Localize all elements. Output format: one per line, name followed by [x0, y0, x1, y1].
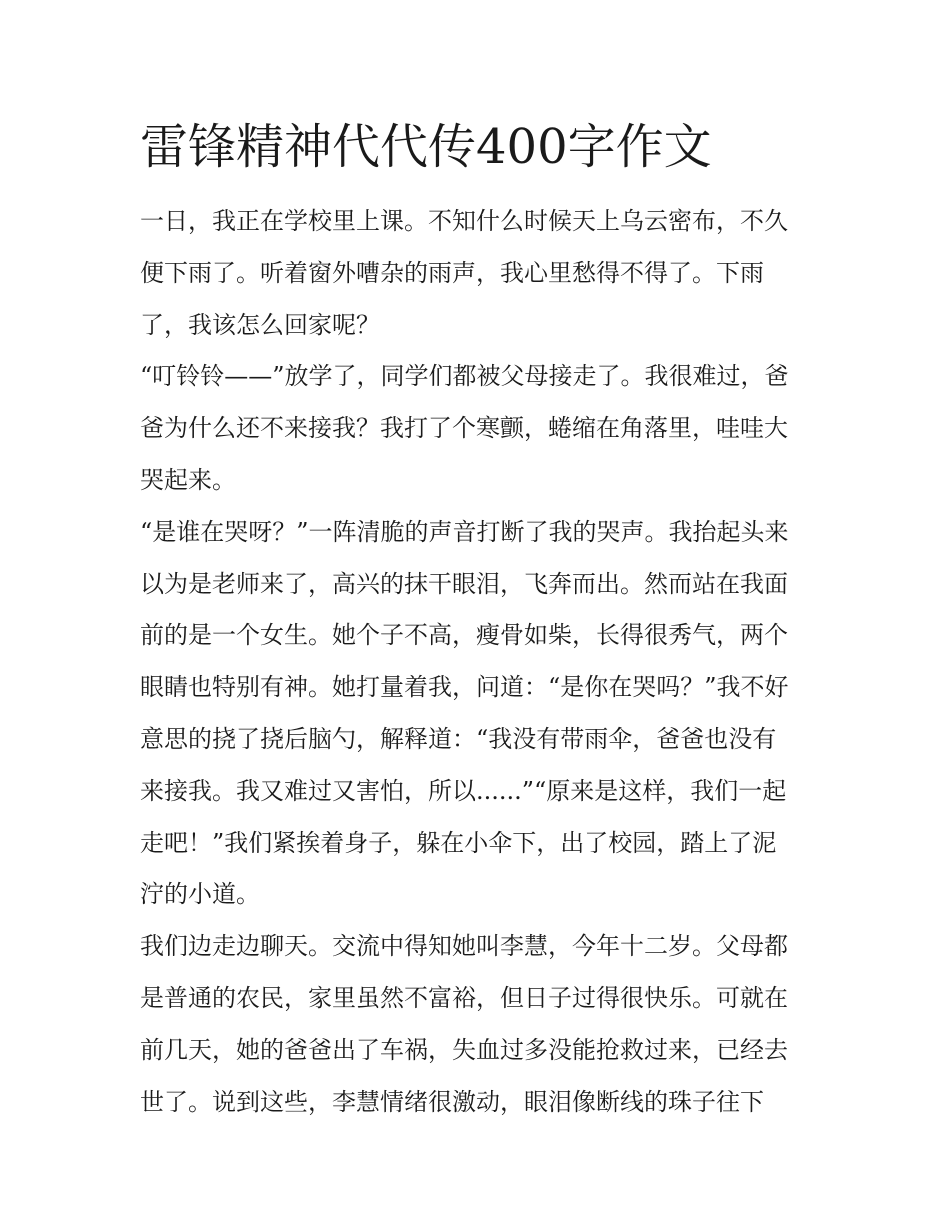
- text-line: “是谁在哭呀？”一阵清脆的声音打断了我的哭声。我抬起头来: [140, 517, 789, 546]
- text-line: 爸为什么还不来接我？我打了个寒颤，蜷缩在角落里，哇哇大: [140, 414, 788, 443]
- text-line: 了，我该怎么回家呢？: [140, 310, 380, 339]
- text-line: 走吧！”我们紧挨着身子，躲在小伞下，出了校园，踏上了泥: [140, 828, 777, 857]
- text-line: 是普通的农民，家里虽然不富裕，但日子过得很快乐。可就在: [140, 983, 788, 1012]
- paragraph-3: [140, 507, 820, 921]
- text-line: 哭起来。: [140, 465, 236, 494]
- paragraph-4: [140, 921, 820, 1128]
- text-line: 便下雨了。听着窗外嘈杂的雨声，我心里愁得不得了。下雨: [140, 258, 764, 287]
- text-line: “叮铃铃——”放学了，同学们都被父母接走了。我很难过，爸: [140, 362, 789, 391]
- text-line: 我们边走边聊天。交流中得知她叫李慧，今年十二岁。父母都: [140, 932, 788, 961]
- text-line: 以为是老师来了，高兴的抹干眼泪，飞奔而出。然而站在我面: [140, 569, 788, 598]
- text-line: 来接我。我又难过又害怕，所以......”“原来是这样，我们一起: [140, 776, 787, 805]
- text-line: 意思的挠了挠后脑勺，解释道：“我没有带雨伞，爸爸也没有: [140, 724, 777, 753]
- paragraph-1: [140, 196, 820, 351]
- text-line: 一日，我正在学校里上课。不知什么时候天上乌云密布，不久: [140, 207, 788, 235]
- text-line: 眼睛也特别有神。她打量着我，问道：“是你在哭吗？”我不好: [140, 673, 789, 702]
- text-line: 前的是一个女生。她个子不高，瘦骨如柴，长得很秀气，两个: [140, 621, 788, 650]
- text-line: 前几天，她的爸爸出了车祸，失血过多没能抢救过来，已经去: [140, 1035, 788, 1064]
- text-line: 世了。说到这些，李慧情绪很激动，眼泪像断线的珠子往下: [140, 1087, 764, 1116]
- text-line: 泞的小道。: [140, 880, 260, 909]
- document-body: [140, 196, 820, 1128]
- paragraph-2: [140, 351, 820, 506]
- document-title: 雷锋精神代代传400字作文: [140, 119, 712, 175]
